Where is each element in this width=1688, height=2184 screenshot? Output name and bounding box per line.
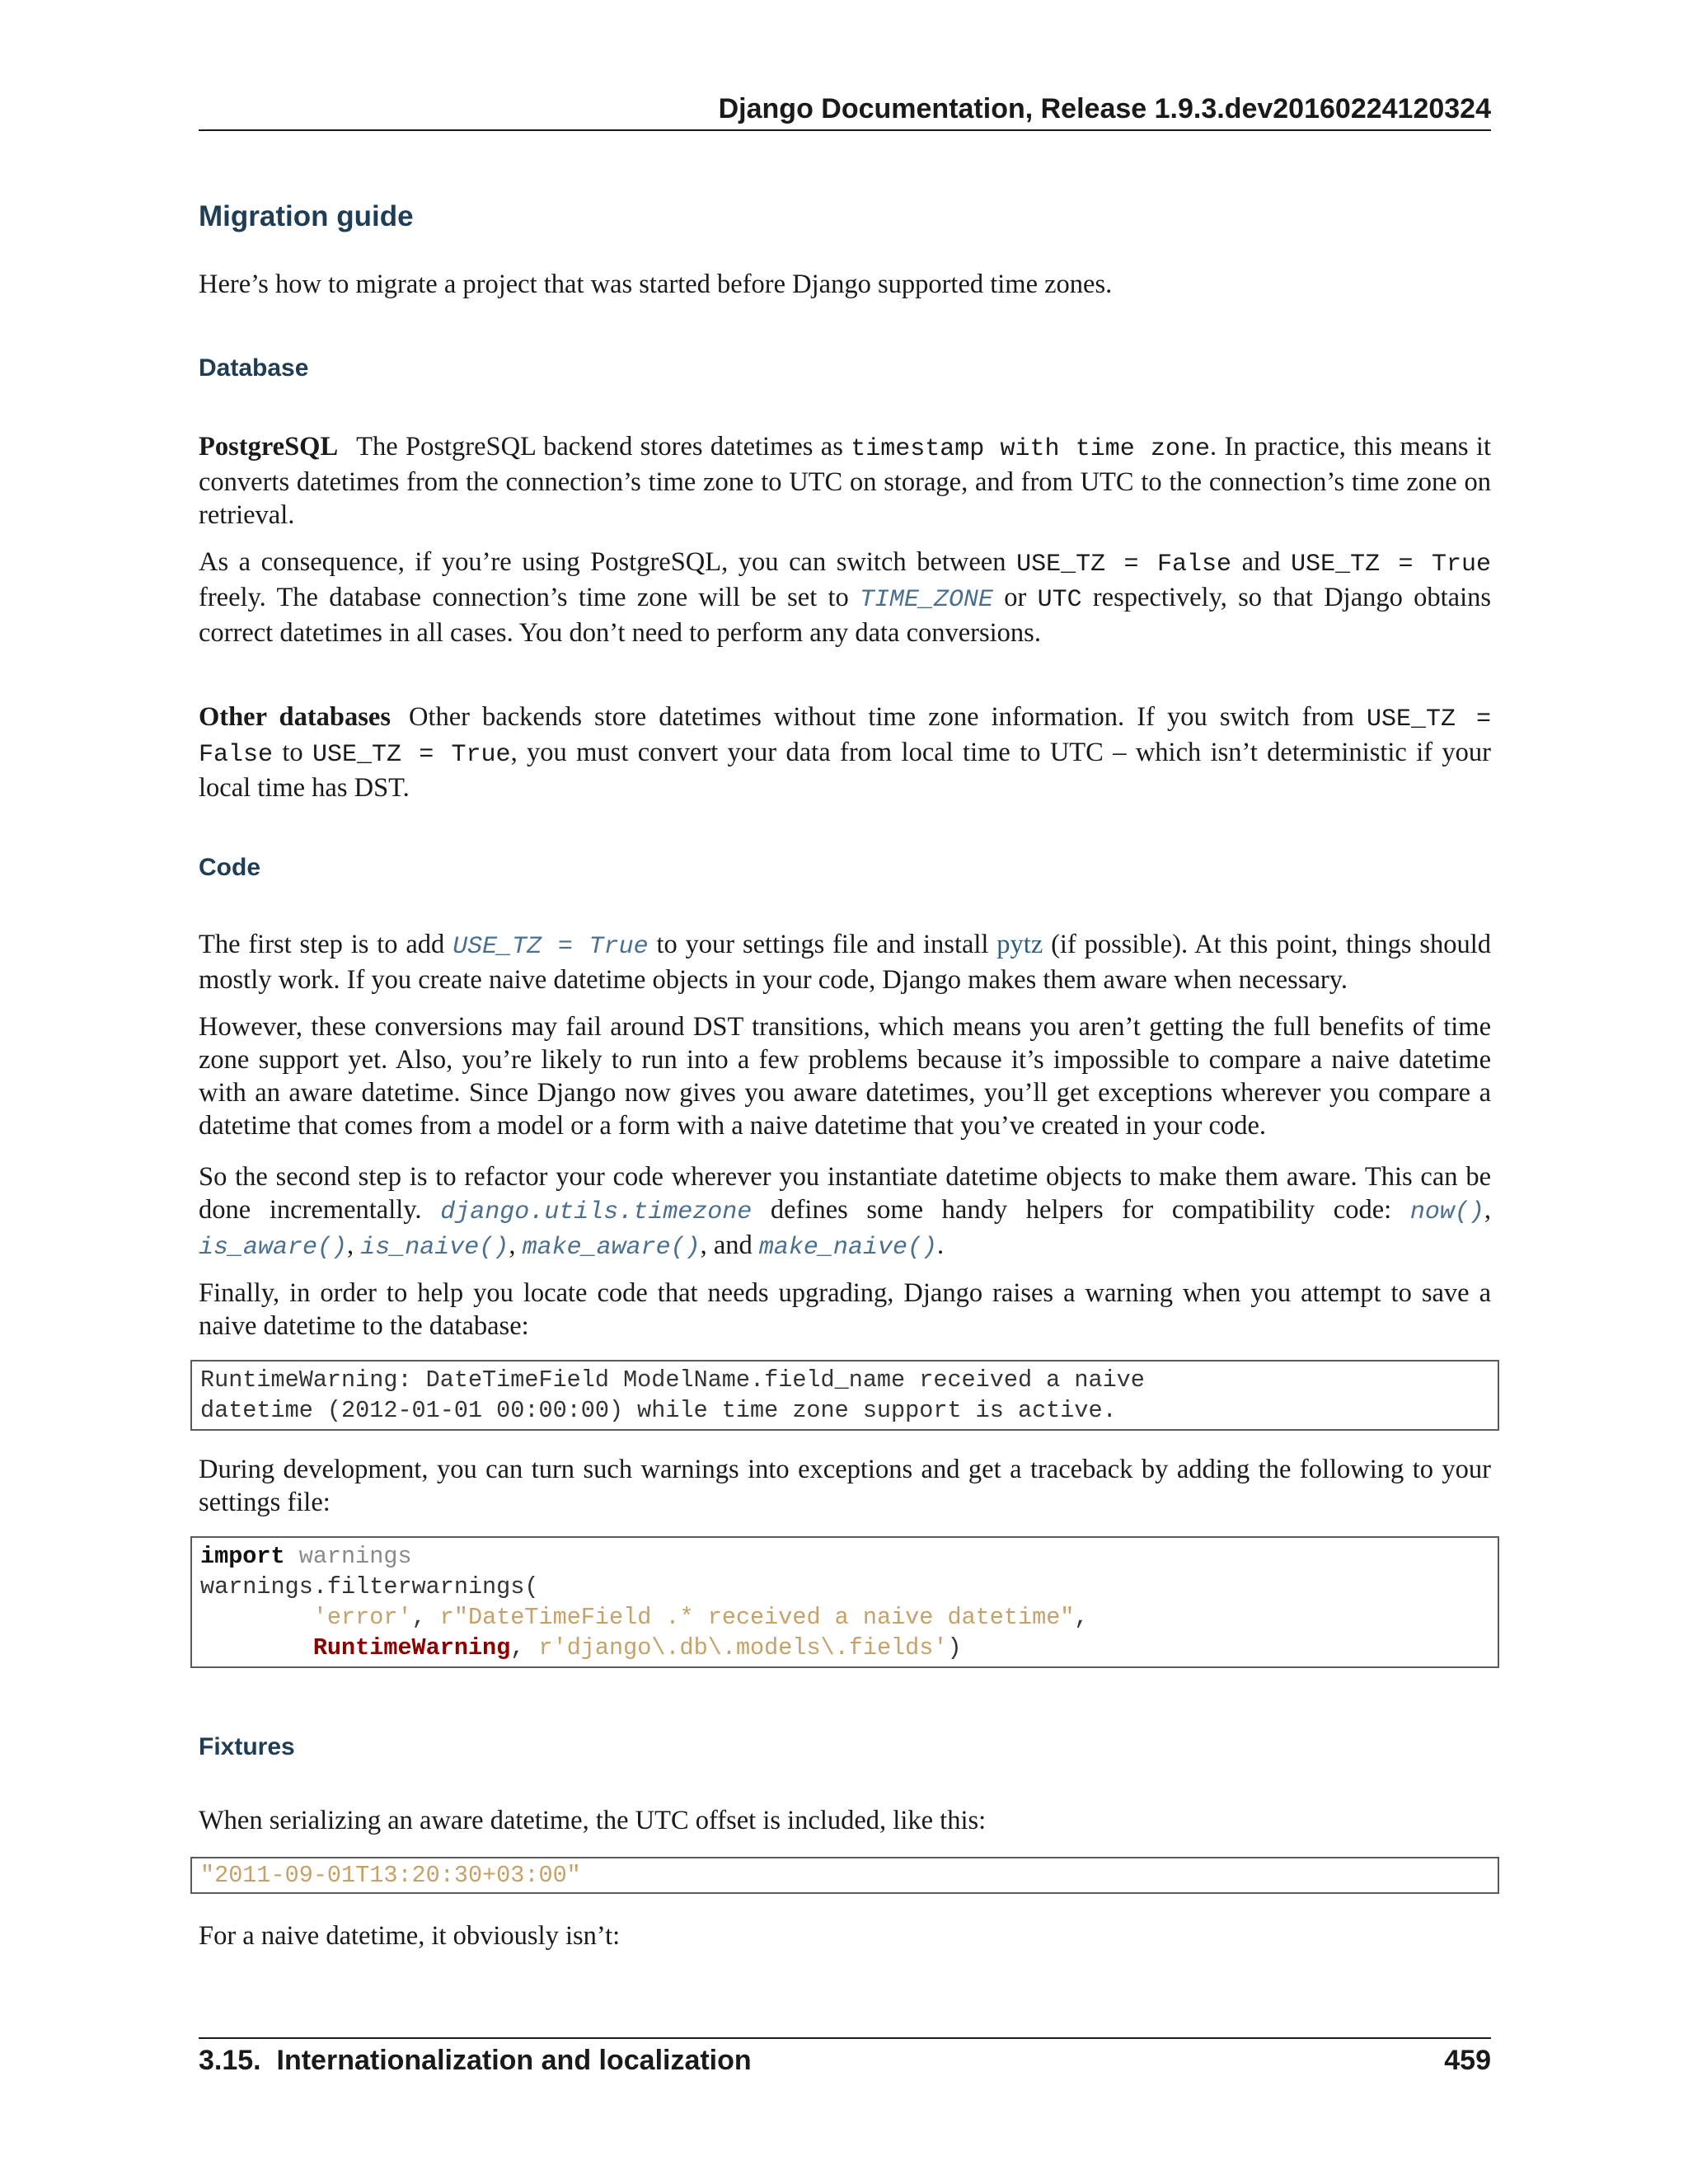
settings-code-block	[190, 1536, 1499, 1668]
make-naive-function-link[interactable]: make_naive()	[758, 1234, 937, 1262]
fixtures-paragraph-2: For a naive datetime, it obviously isn’t:	[199, 1921, 621, 1951]
postgres-paragraph: PostgreSQL The PostgreSQL backend stores datetimes as timestamp with time zone. In practice, this means it converts datetimes from the connection’s time zone to UTC on storage, and from UTC to the connection’s time zone on retrieval.	[199, 432, 1491, 530]
code-line: RuntimeWarning, r'django\.db\.models\.fields')	[312, 1634, 962, 1661]
subsection-title-database: Database	[199, 354, 309, 382]
make-aware-function-link[interactable]: make_aware()	[522, 1234, 701, 1262]
is-aware-function-link[interactable]: is_aware()	[199, 1234, 348, 1262]
other-databases-paragraph: Other databases Other backends store datetimes without time zone information. If you switch from USE_TZ = False to USE_TZ = True, you must convert your data from local time to UTC – which isn’t deterministic if your local time has DST.	[199, 702, 1491, 803]
code-paragraph-2: However, these conversions may fail around DST transitions, which means you aren’t getting the full benefits of time zone support yet. Also, you’re likely to run into a few problems because it’s impossible to compare a naive datetime with an aware datetime. Since Django now gives you aware datetimes, you’ll get exceptions wherever you compare a datetime that comes from a model or a form with a naive datetime that you’ve created in your code.	[199, 1012, 1491, 1141]
use-tz-setting-link[interactable]: USE_TZ = True	[452, 933, 649, 961]
inline-code: USE_TZ = False	[1016, 551, 1231, 579]
code-line: warnings.filterwarnings(	[200, 1573, 539, 1601]
code-paragraph-3: So the second step is to refactor your code wherever you instantiate datetime objects to make them aware. This can be done incrementally. django.utils.timezone defines some handy helpers for compatibility code: now(), is_aware(), is_naive(), make_aware(), and make_naive().	[199, 1162, 1491, 1262]
subsection-title-code: Code	[199, 854, 260, 881]
page-number: 459	[1444, 2045, 1491, 2076]
pytz-link[interactable]: pytz	[996, 930, 1043, 959]
json-example-block: "2011-09-01T13:20:30+03:00"	[190, 1857, 1499, 1894]
other-databases-lead: Other databases	[199, 702, 391, 732]
fixtures-paragraph-1: When serializing an aware datetime, the UTC offset is included, like this:	[199, 1806, 987, 1835]
code-paragraph-4: Finally, in order to help you locate code that needs upgrading, Django raises a warning when you attempt to save a naive datetime to the database:	[199, 1278, 1491, 1341]
timezone-module-link[interactable]: django.utils.timezone	[440, 1198, 753, 1226]
code-line: datetime (2012-01-01 00:00:00) while time zone support is active.	[200, 1397, 1117, 1424]
header-rule	[199, 129, 1491, 131]
is-naive-function-link[interactable]: is_naive()	[360, 1234, 509, 1262]
runtime-warning-block	[190, 1360, 1499, 1431]
code-line: RuntimeWarning: DateTimeField ModelName.field_name received a naive	[200, 1366, 1145, 1394]
section-title: Migration guide	[199, 200, 414, 232]
inline-code: timestamp with time zone	[851, 435, 1210, 463]
running-header: Django Documentation, Release 1.9.3.dev20160224120324	[718, 93, 1491, 124]
code-line: 'error', r"DateTimeField .* received a naive datetime",	[312, 1604, 1089, 1631]
postgres-lead: PostgreSQL	[199, 432, 339, 462]
subsection-title-fixtures: Fixtures	[199, 1733, 295, 1760]
now-function-link[interactable]: now()	[1409, 1198, 1484, 1226]
inline-code: UTC	[1037, 586, 1082, 614]
intro-paragraph: Here’s how to migrate a project that was started before Django supported time zones.	[199, 269, 1113, 299]
footer-section-title: 3.15. Internationalization and localization	[199, 2045, 752, 2076]
inline-code: USE_TZ = True	[1291, 551, 1492, 579]
code-paragraph-1: The first step is to add USE_TZ = True to your settings file and install pytz (if possible). At this point, things should mostly work. If you create naive datetime objects in your code, Django makes them aware when necessary.	[199, 930, 1491, 995]
code-line: import warnings	[200, 1543, 412, 1570]
time-zone-setting-link[interactable]: TIME_ZONE	[859, 586, 994, 614]
inline-code: USE_TZ = False	[199, 705, 1491, 769]
code-paragraph-5: During development, you can turn such warnings into exceptions and get a traceback by adding the following to your settings file:	[199, 1455, 1491, 1517]
consequence-paragraph: As a consequence, if you’re using PostgreSQL, you can switch between USE_TZ = False and USE_TZ = True freely. The database connection’s time zone will be set to TIME_ZONE or UTC respectively, so that Django obtains correct datetimes in all cases. You don’t need to perform any data conversions.	[199, 547, 1492, 648]
inline-code: USE_TZ = True	[312, 741, 511, 769]
footer-rule	[199, 2037, 1491, 2039]
